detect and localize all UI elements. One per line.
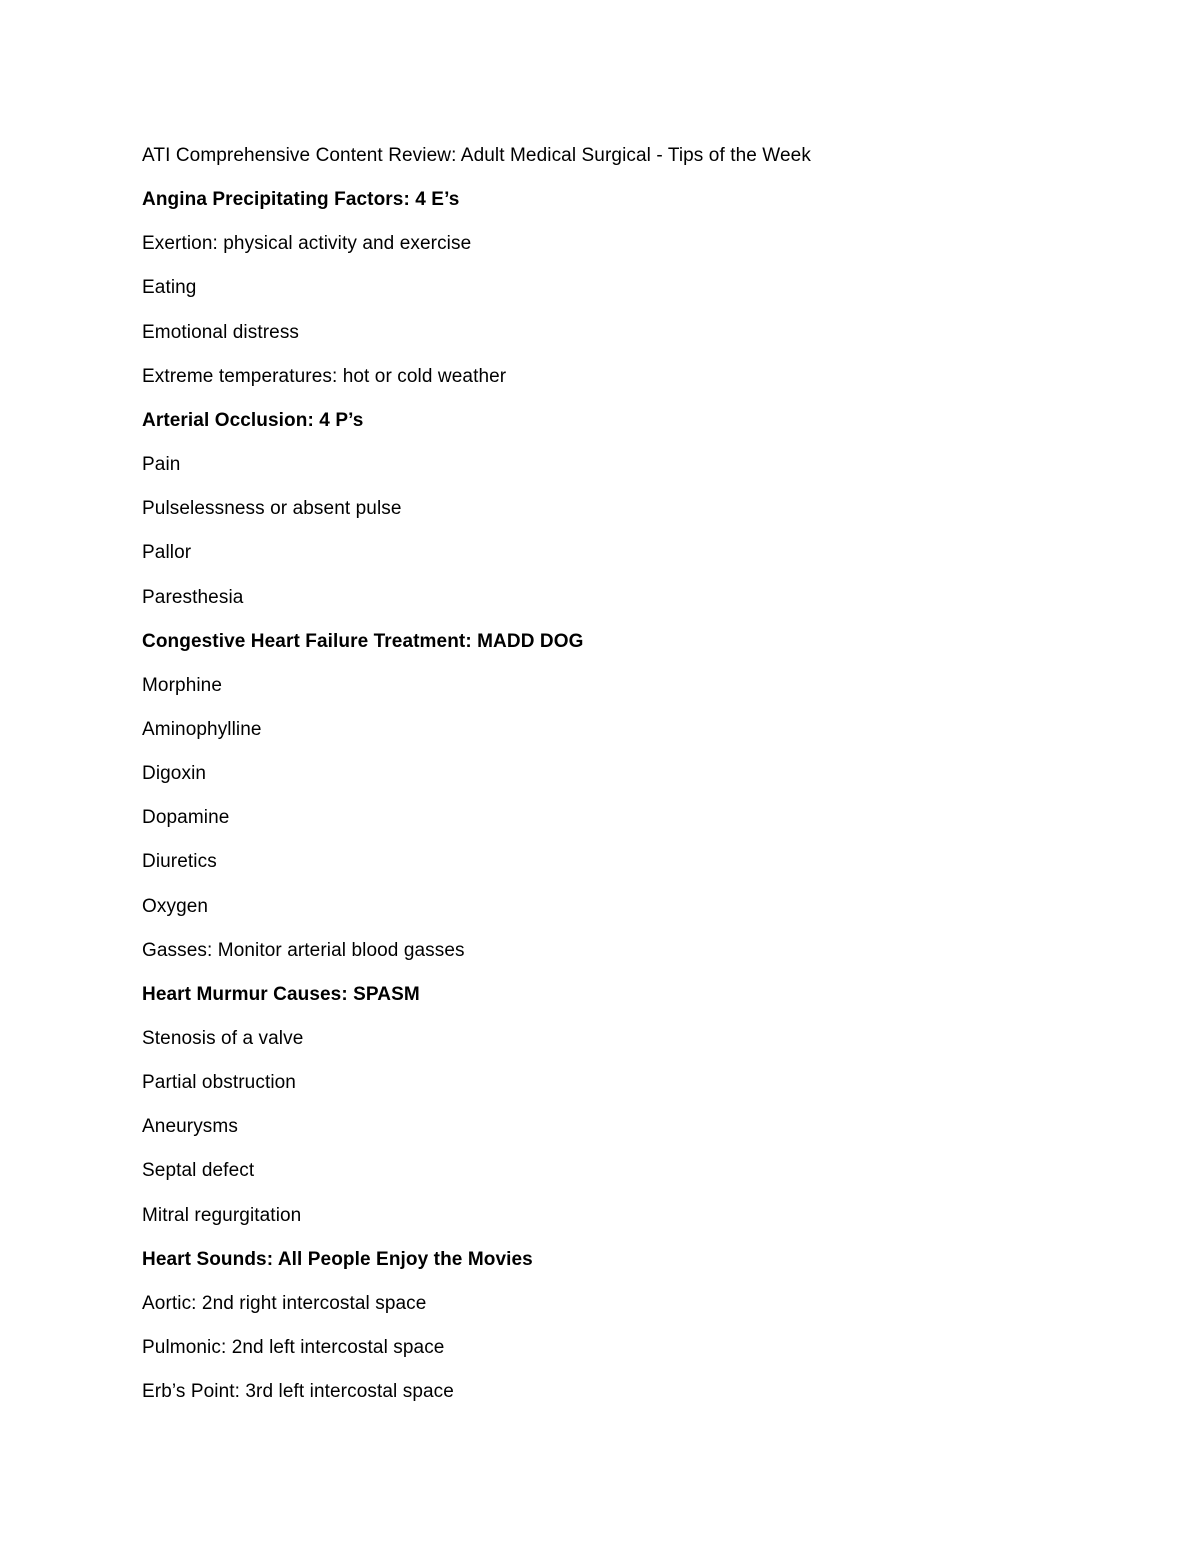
list-item: Aneurysms [142,1116,238,1137]
section-heading: Congestive Heart Failure Treatment: MADD DOG [142,631,584,652]
list-item: Paresthesia [142,587,244,608]
section-heading: Heart Murmur Causes: SPASM [142,984,420,1005]
list-item: Pallor [142,542,192,563]
list-item: Pulselessness or absent pulse [142,498,402,519]
list-item: Exertion: physical activity and exercise [142,233,472,254]
list-item: Partial obstruction [142,1072,296,1093]
list-item: Diuretics [142,851,217,872]
list-item: Mitral regurgitation [142,1205,302,1226]
list-item: Aminophylline [142,719,262,740]
list-item: Morphine [142,675,223,696]
list-item: Pulmonic: 2nd left intercostal space [142,1337,445,1358]
list-item: Gasses: Monitor arterial blood gasses [142,940,465,961]
list-item: Dopamine [142,807,230,828]
list-item: Emotional distress [142,322,300,343]
list-item: Eating [142,277,197,298]
list-item: Aortic: 2nd right intercostal space [142,1293,427,1314]
document-title: ATI Comprehensive Content Review: Adult Medical Surgical - Tips of the Week [142,145,811,166]
section-heading: Heart Sounds: All People Enjoy the Movies [142,1249,533,1270]
list-item: Extreme temperatures: hot or cold weather [142,366,507,387]
list-item: Pain [142,454,181,475]
list-item: Oxygen [142,896,209,917]
section-heading: Angina Precipitating Factors: 4 E’s [142,189,460,210]
list-item: Digoxin [142,763,207,784]
section-heading: Arterial Occlusion: 4 P’s [142,410,364,431]
list-item: Stenosis of a valve [142,1028,304,1049]
list-item: Erb’s Point: 3rd left intercostal space [142,1381,454,1402]
list-item: Septal defect [142,1160,255,1181]
